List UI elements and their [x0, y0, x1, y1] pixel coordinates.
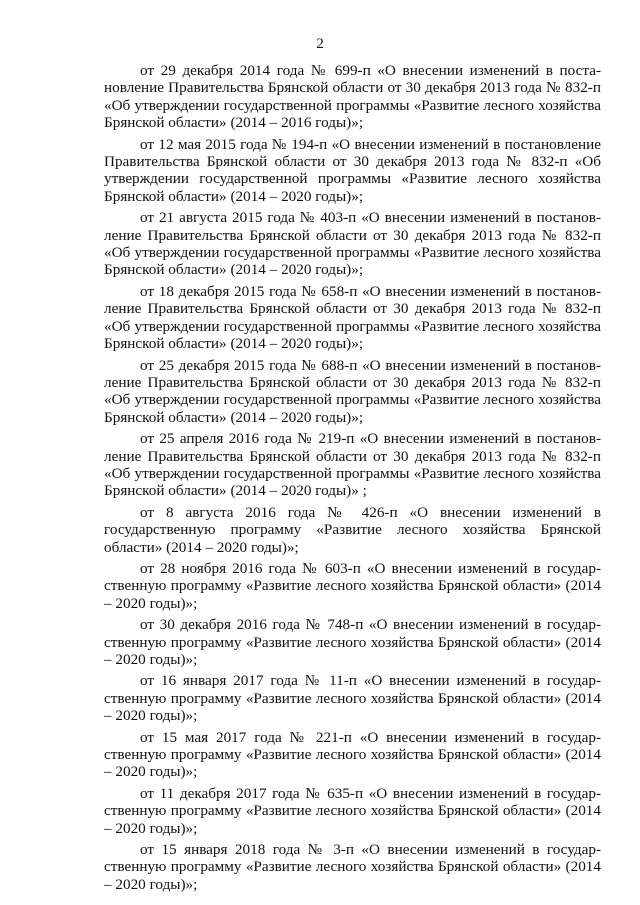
- list-item: от 28 ноября 2016 года № 603-п «О внесении изменений в государственную программу «Развитие лесного хозяйства Брянской области» (2014 – 2020 годы)»;: [104, 559, 601, 612]
- list-item: от 15 января 2018 года № 3-п «О внесении изменений в государственную программу «Развитие лесного хозяйства Брянской области» (2014 – 2020 годы)»;: [104, 841, 601, 893]
- list-item: от 16 января 2017 года № 11-п «О внесении изменений в государственную программу «Развитие лесного хозяйства Брянской области» (2014 – 2020 годы)»;: [104, 672, 601, 725]
- list-item: от 11 декабря 2017 года № 635-п «О внесении изменений в государственную программу «Развитие лесного хозяйства Брянской области» (2014 – 2020 годы)»;: [104, 784, 601, 837]
- list-item: от 18 декабря 2015 года № 658-п «О внесении изменений в постановление Правительства Брянской области от 30 декабря 2013 года № 832-п «Об утверждении государственной программы «Развитие лесного хозяйства Брянской области» (2014 – 2020 годы)»;: [104, 282, 601, 353]
- list-item: от 30 декабря 2016 года № 748-п «О внесении изменений в государственную программу «Развитие лесного хозяйства Брянской области» (2014 – 2020 годы)»;: [104, 616, 601, 668]
- list-item: от 15 мая 2017 года № 221-п «О внесении изменений в государственную программу «Развитие лесного хозяйства Брянской области» (2014 – 2020 годы)»;: [104, 728, 601, 781]
- list-item: от 21 августа 2015 года № 403-п «О внесении изменений в постановление Правительства Брянской области от 30 декабря 2013 года № 832-п «Об утверждении государственной программы «Развитие лесного хозяйства Брянской области» (2014 – 2020 годы)»;: [104, 209, 601, 279]
- list-item: от 12 мая 2015 года № 194-п «О внесении изменений в постановление Правительства Брянской области от 30 декабря 2013 года № 832-п «Об утверждении государственной программы «Развитие лесного хозяйства Брянской области» (2014 – 2020 годы)»;: [104, 135, 601, 205]
- list-item: от 29 декабря 2014 года № 699-п «О внесении изменений в постановление Правительства Брянской области от 30 декабря 2013 года № 832-п «Об утверждении государственной программы «Развитие лесного хозяйства Брянской области» (2014 – 2016 годы)»;: [104, 62, 601, 132]
- list-item: от 25 декабря 2015 года № 688-п «О внесении изменений в постановление Правительства Брянской области от 30 декабря 2013 года № 832-п «Об утверждении государственной программы «Развитие лесного хозяйства Брянской области» (2014 – 2020 годы)»;: [104, 356, 601, 426]
- page-number: 2: [316, 36, 324, 52]
- list-item: от 25 апреля 2016 года № 219-п «О внесении изменений в постановление Правительства Брянской области от 30 декабря 2013 года № 832-п «Об утверждении государственной программы «Развитие лесного хозяйства Брянской области» (2014 – 2020 годы)» ;: [104, 430, 601, 500]
- list-item: от 8 августа 2016 года № 426-п «О внесении изменений в государственную программу «Развитие лесного хозяйства Брянской области» (2014 – 2020 годы)»;: [104, 503, 601, 556]
- document-body: [104, 62, 601, 897]
